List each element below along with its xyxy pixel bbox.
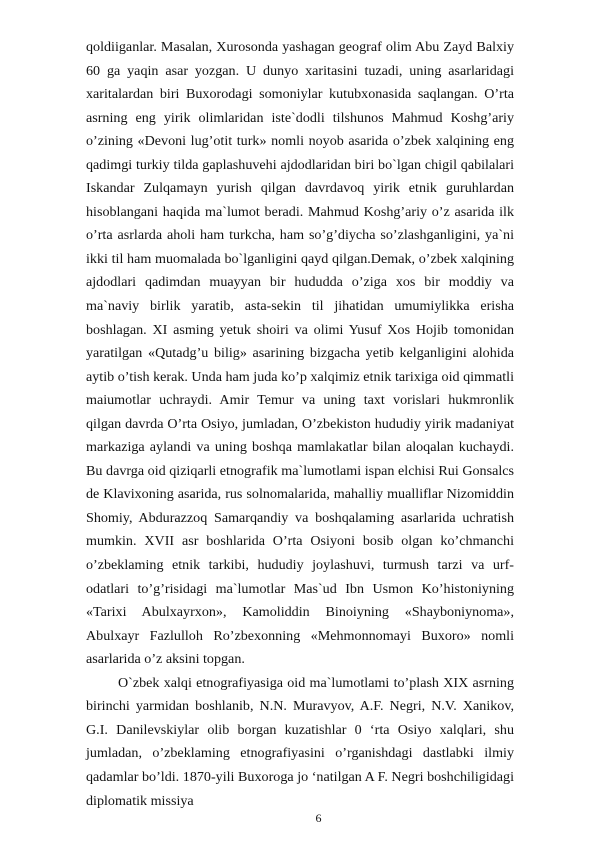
page-body (86, 36, 514, 813)
paragraph-1: qoldiiganlar. Masalan, Xurosonda yashagan geograf olim Abu Zayd Balxiy 60 ga yaqin asar yozgan. U dunyo xaritasini tuzadi, uning asarlaridagi xaritalardan biri Buxorodagi somoniylar kutubxonasida saqlangan. O’rta asrning eng yirik olimlaridan iste`dodli tilshunos Mahmud Koshg’ariy o’zining «Devoni lug’otit turk» nomli noyob asarida o’zbek xalqining eng qadimgi turkiy tilda gaplashuvehi ajdodlaridan biri bo`lgan chigil qabilalari Iskandar Zulqamayn yurish qilgan davrdavoq yirik etnik guruhlardan hisoblangani haqida ma`lumot beradi. Mahmud Koshg’ariy o’z asarida ilk o’rta asrlarda aholi ham turkcha, ham so’g’diycha so’zlashganligini, ya`ni ikki til ham muomalada bo`lganligini qayd qilgan.Demak, o’zbek xalqining ajdodlari qadimdan muayyan bir hududda o’ziga xos bir moddiy va ma`naviy birlik yaratib, asta-sekin til jihatidan umumiylikka erisha boshlagan. XI asming yetuk shoiri va olimi Yusuf Xos Hojib tomonidan yaratilgan «Qutadg’u bilig» asarining bizgacha yetib kelganligini alohida aytib o’tish kerak. Unda ham juda ko’p xalqimiz etnik tarixiga oid qimmatli maiumotlar uchraydi. Amir Temur va uning taxt vorislari hukmronlik qilgan davrda O’rta Osiyo, jumladan, O’zbekiston hududiy yirik madaniyat markaziga aylandi va uning boshqa mamlakatlar bilan aloqalan kuchaydi. Bu davrga oid qiziqarli etnografik ma`lumotlami ispan elchisi Rui Gonsalcs de Klavixoning asarida, rus solnomalarida, mahalliy mualliflar Nizomiddin Shomiy, Abdurazzoq Samarqandiy va boshqalaming asarlarida uchratish mumkin. XVII asr boshlarida O’rta Osiyoni bosib olgan ko’chmanchi o’zbeklaming etnik tarkibi, hududiy joylashuvi, turmush tarzi va urf-odatlari to’g’risidagi ma`lumotlar Mas`ud Ibn Usmon Ko’histoniyning «Tarixi Abulxayrxon», Kamoliddin Binoiyning «Shayboniynoma», Abulxayr Fazlulloh Ro’zbexonning «Mehmonnomayi Buxoro» nomli asarlarida o’z aksini topgan. (86, 39, 514, 668)
paragraph-2: O`zbek xalqi etnografiyasiga oid ma`lumotlami to’plash XIX asrning birinchi yarmidan boshlanib, N.N. Muravyov, A.F. Negri, N.V. Xanikov, G.I. Danilevskiylar olib borgan kuzatishlar 0 ‘rta Osiyo xalqlari, shu jumladan, o’zbeklaming etnografiyasini o’rganishdagi dastlabki ilmiy qadamlar bo’ldi. 1870-yili Buxoroga jo ‘natilgan A F. Negri boshchiligidagi diplomatik missiya (86, 674, 514, 809)
page-number: 6 (315, 811, 322, 825)
